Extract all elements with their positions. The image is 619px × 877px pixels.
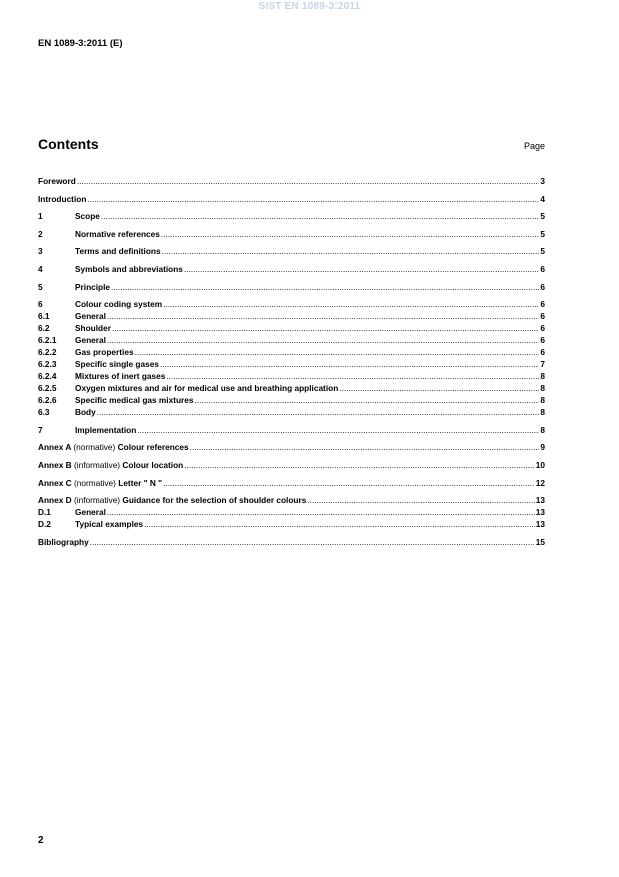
toc-entry-annex-a[interactable]	[38, 441, 545, 453]
toc-entry-foreword[interactable]	[38, 175, 545, 187]
toc-entry-number: D.1	[38, 507, 51, 518]
toc-entry-6-2-5-oxygen-mixtures[interactable]	[38, 382, 545, 394]
leader-dots	[97, 406, 540, 418]
annex-label: Annex C	[38, 477, 72, 488]
toc-entry-title: Implementation	[75, 424, 137, 435]
annex-kind: (informative)	[73, 495, 121, 506]
toc-entry-page: 8	[540, 371, 545, 382]
toc-entry-number: 6.2.4	[38, 371, 57, 382]
toc-entry-title: Specific single gases	[75, 359, 159, 370]
leader-dots	[111, 281, 539, 293]
toc-entry-6-2-2-gas-properties[interactable]	[38, 346, 545, 358]
toc-entry-number: D.2	[38, 519, 51, 530]
toc-entry-d-2-typical-examples[interactable]	[38, 518, 545, 530]
toc-entry-page: 15	[535, 536, 545, 547]
watermark: SIST EN 1089-3:2011	[258, 1, 361, 12]
toc-entry-page: 12	[535, 477, 545, 488]
annex-title: Letter " N "	[118, 477, 163, 488]
leader-dots	[161, 228, 540, 240]
toc-entry-title: Principle	[75, 281, 111, 292]
toc-entry-number: 6.2	[38, 323, 50, 334]
toc-entry-annex-c[interactable]	[38, 477, 545, 489]
toc-entry-6-2-1-general[interactable]	[38, 334, 545, 346]
toc-entry-introduction[interactable]	[38, 193, 545, 205]
toc-entry-terms-and-definitions[interactable]	[38, 245, 545, 257]
toc-entry-page: 13	[535, 495, 545, 506]
toc-entry-normative-references[interactable]	[38, 228, 545, 240]
toc-entry-page: 8	[540, 424, 545, 435]
annex-kind: (normative)	[73, 442, 116, 453]
toc-entry-number: 6.1	[38, 311, 50, 322]
leader-dots	[184, 459, 535, 471]
leader-dots	[107, 506, 535, 518]
toc-entry-number: 6.2.1	[38, 335, 57, 346]
toc-entry-title: Shoulder	[75, 323, 111, 334]
toc-entry-number: 6	[38, 299, 43, 310]
toc-entry-number: 6.2.6	[38, 395, 57, 406]
page-column-label: Page	[523, 141, 545, 151]
toc-entry-number: 3	[38, 246, 43, 257]
annex-kind: (normative)	[73, 477, 116, 488]
page-number: 2	[38, 835, 44, 846]
toc-entry-title: General	[75, 335, 106, 346]
toc-entry-title: Oxygen mixtures and air for medical use and breathing application	[75, 383, 339, 394]
toc-entry-symbols-and-abbreviations[interactable]	[38, 263, 545, 275]
toc-entry-6-2-4-mixtures-of-inert-gases[interactable]	[38, 370, 545, 382]
toc-entry-page: 6	[540, 263, 545, 274]
toc-entry-title: Colour coding system	[75, 299, 163, 310]
leader-dots	[77, 175, 540, 187]
toc-entry-annex-d[interactable]	[38, 494, 545, 506]
toc-entry-6-2-6-specific-medical-gas-mixtures[interactable]	[38, 394, 545, 406]
leader-dots	[107, 334, 539, 346]
toc-entry-page: 8	[540, 395, 545, 406]
annex-label: Annex B	[38, 459, 72, 470]
leader-dots	[307, 494, 534, 506]
toc-entry-number: 6.2.3	[38, 359, 57, 370]
leader-dots	[144, 518, 535, 530]
toc-entry-page: 6	[540, 299, 545, 310]
toc-entry-title: Symbols and abbreviations	[75, 263, 183, 274]
toc-entry-title	[38, 477, 162, 489]
toc-entry-implementation[interactable]	[38, 424, 545, 436]
toc-entry-principle[interactable]	[38, 281, 545, 293]
toc-entry-page: 5	[540, 228, 545, 239]
leader-dots	[160, 358, 539, 370]
leader-dots	[184, 263, 539, 275]
annex-title: Colour location	[122, 459, 184, 470]
toc-entry-page: 8	[540, 407, 545, 418]
toc-entry-number: 6.2.2	[38, 347, 57, 358]
toc-entry-title: Foreword	[38, 176, 76, 186]
leader-dots	[162, 245, 540, 257]
toc-entry-number: 7	[38, 424, 43, 435]
leader-dots	[163, 477, 535, 489]
toc-entry-page: 8	[540, 383, 545, 394]
leader-dots	[137, 424, 539, 436]
toc-entry-page: 6	[540, 335, 545, 346]
toc-entry-6-3-body[interactable]	[38, 406, 545, 418]
toc-entry-number: 6.3	[38, 407, 50, 418]
leader-dots	[195, 394, 540, 406]
toc-entry-page: 3	[540, 176, 545, 186]
toc-entry-title: Terms and definitions	[75, 246, 161, 257]
leader-dots	[166, 370, 539, 382]
toc-entry-bibliography[interactable]	[38, 536, 545, 548]
annex-title: Guidance for the selection of shoulder colours	[122, 495, 307, 506]
toc-entry-title: Scope	[75, 211, 100, 222]
toc-entry-title: Mixtures of inert gases	[75, 371, 166, 382]
toc-entry-6-1-general[interactable]	[38, 310, 545, 322]
toc-entry-page: 6	[540, 281, 545, 292]
toc-entry-page: 5	[540, 211, 545, 222]
toc-entry-annex-b[interactable]	[38, 459, 545, 471]
toc-entry-title: Typical examples	[75, 519, 144, 530]
toc-entry-page: 13	[535, 507, 545, 518]
toc-entry-title	[38, 459, 183, 471]
toc-entry-title: Normative references	[75, 228, 160, 239]
toc-entry-scope[interactable]	[38, 210, 545, 222]
annex-kind: (informative)	[73, 459, 121, 470]
toc-entry-number: 1	[38, 211, 43, 222]
toc-entry-page: 4	[540, 193, 545, 204]
leader-dots	[339, 382, 539, 394]
toc-entry-number: 6.2.5	[38, 383, 57, 394]
leader-dots	[101, 210, 539, 222]
toc-entry-title: Gas properties	[75, 347, 134, 358]
toc-entry-title: Bibliography	[38, 536, 89, 547]
toc-entry-6-2-shoulder[interactable]	[38, 322, 545, 334]
document-id: EN 1089-3:2011 (E)	[38, 38, 123, 49]
toc-entry-title	[38, 441, 189, 453]
annex-label: Annex D	[38, 495, 72, 506]
leader-dots	[87, 193, 539, 205]
leader-dots	[163, 298, 539, 310]
table-of-contents	[38, 175, 545, 548]
toc-entry-title: General	[75, 311, 106, 322]
toc-entry-page: 6	[540, 311, 545, 322]
annex-label: Annex A	[38, 442, 72, 453]
leader-dots	[135, 346, 540, 358]
toc-entry-colour-coding-system[interactable]	[38, 298, 545, 310]
toc-entry-6-2-3-specific-single-gases[interactable]	[38, 358, 545, 370]
toc-entry-page: 10	[535, 459, 545, 470]
toc-entry-title: Introduction	[38, 193, 87, 204]
toc-entry-page: 7	[540, 359, 545, 370]
leader-dots	[112, 322, 539, 334]
leader-dots	[107, 310, 539, 322]
leader-dots	[190, 441, 540, 453]
toc-entry-page: 13	[535, 519, 545, 530]
toc-entry-d-1-general[interactable]	[38, 506, 545, 518]
leader-dots	[90, 536, 535, 548]
toc-entry-title: General	[75, 507, 106, 518]
toc-entry-page: 6	[540, 323, 545, 334]
annex-title: Colour references	[117, 442, 189, 453]
toc-entry-page: 6	[540, 347, 545, 358]
toc-entry-title: Specific medical gas mixtures	[75, 395, 194, 406]
toc-entry-number: 2	[38, 228, 43, 239]
toc-entry-number: 4	[38, 263, 43, 274]
toc-entry-page: 9	[540, 442, 545, 453]
toc-entry-title: Body	[75, 407, 96, 418]
toc-entry-number: 5	[38, 281, 43, 292]
toc-entry-page: 5	[540, 246, 545, 257]
toc-entry-title	[38, 494, 306, 506]
contents-heading: Contents	[38, 136, 99, 152]
